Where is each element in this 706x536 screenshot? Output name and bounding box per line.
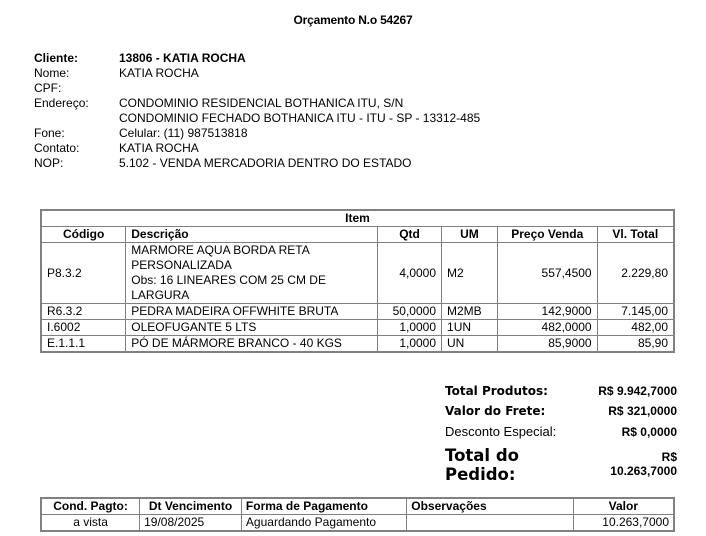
- descricao-line: PERSONALIZADA: [131, 258, 232, 272]
- name-row: [34, 66, 480, 81]
- cell-codigo: P8.3.2: [41, 243, 126, 304]
- cell-descricao: PÓ DE MÁRMORE BRANCO - 40 KGS: [126, 336, 378, 353]
- frete-label: Valor do Frete:: [445, 404, 546, 418]
- payment-row: [41, 515, 674, 532]
- client-value: 13806 - KATIA ROCHA: [119, 51, 246, 65]
- col-forma-pagamento: Forma de Pagamento: [241, 498, 406, 515]
- address-label: Endereço:: [34, 96, 89, 110]
- cpf-row: [34, 81, 480, 96]
- phone-row: [34, 126, 480, 141]
- name-label: Nome:: [34, 66, 70, 80]
- descricao-obs-line: LARGURA: [131, 288, 190, 302]
- items-table: [40, 209, 675, 353]
- frete-row: [445, 404, 677, 424]
- contact-label: Contato:: [34, 141, 80, 155]
- cell-preco: 482,0000: [497, 320, 597, 336]
- contact-row: [34, 141, 480, 156]
- totals-summary: [445, 384, 677, 484]
- desconto-value: R$ 0,0000: [621, 425, 677, 439]
- cell-vencimento: 19/08/2025: [140, 515, 242, 532]
- col-codigo: Código: [41, 227, 126, 243]
- cell-um: M2: [442, 243, 498, 304]
- cell-total: 7.145,00: [597, 304, 674, 320]
- address-line-1: CONDOMINIO RESIDENCIAL BOTHANICA ITU, S/N: [119, 96, 404, 110]
- cell-total: 2.229,80: [597, 243, 674, 304]
- total-pedido-label: Total do Pedido:: [445, 446, 519, 484]
- col-dt-vencimento: Dt Vencimento: [140, 498, 242, 515]
- cell-forma-pagamento: Aguardando Pagamento: [241, 515, 406, 532]
- col-total: Vl. Total: [597, 227, 674, 243]
- total-produtos-row: [445, 384, 677, 404]
- cell-total: 482,00: [597, 320, 674, 336]
- total-pedido-value: R$ 10.263,7000: [610, 450, 677, 478]
- total-produtos-label: Total Produtos:: [445, 384, 548, 398]
- contact-value: KATIA ROCHA: [119, 141, 199, 155]
- cell-cond-pagto: a vista: [41, 515, 140, 532]
- nop-value: 5.102 - VENDA MERCADORIA DENTRO DO ESTADO: [119, 156, 412, 170]
- cell-observacoes: [407, 515, 573, 532]
- desconto-row: [445, 424, 677, 444]
- client-info: [34, 51, 480, 171]
- payment-table: [40, 497, 675, 532]
- descricao-line: MARMORE AQUA BORDA RETA: [131, 243, 310, 257]
- table-row: [41, 336, 674, 353]
- col-cond-pagto: Cond. Pagto:: [41, 498, 140, 515]
- cell-qtd: 1,0000: [378, 336, 442, 353]
- cell-um: UN: [442, 336, 498, 353]
- cell-preco: 557,4500: [497, 243, 597, 304]
- cell-codigo: I.6002: [41, 320, 126, 336]
- address-row-2: [34, 111, 480, 126]
- cell-preco: 85,9000: [497, 336, 597, 353]
- name-value: KATIA ROCHA: [119, 66, 199, 80]
- cell-descricao: PEDRA MADEIRA OFFWHITE BRUTA: [126, 304, 378, 320]
- nop-row: [34, 156, 480, 171]
- cell-valor: 10.263,7000: [573, 515, 674, 532]
- table-row: [41, 304, 674, 320]
- address-label-2: [34, 111, 119, 126]
- cell-codigo: R6.3.2: [41, 304, 126, 320]
- col-qtd: Qtd: [378, 227, 442, 243]
- cell-qtd: 4,0000: [378, 243, 442, 304]
- table-row: [41, 243, 674, 304]
- cell-descricao: [126, 243, 378, 304]
- client-label: Cliente:: [34, 51, 79, 65]
- desconto-label: Desconto Especial:: [445, 424, 557, 439]
- cell-um: 1UN: [442, 320, 498, 336]
- cell-um: M2MB: [442, 304, 498, 320]
- col-preco: Preço Venda: [497, 227, 597, 243]
- cell-total: 85,90: [597, 336, 674, 353]
- cell-descricao: OLEOFUGANTE 5 LTS: [126, 320, 378, 336]
- cell-qtd: 50,0000: [378, 304, 442, 320]
- frete-value: R$ 321,0000: [608, 404, 677, 418]
- cpf-label: CPF:: [34, 81, 62, 95]
- total-pedido-row: [445, 446, 677, 484]
- items-group-header-row: [41, 210, 674, 227]
- descricao-obs-line: Obs: 16 LINEARES COM 25 CM DE: [131, 273, 326, 287]
- items-header-row: [41, 227, 674, 243]
- document-title: Orçamento N.o 54267: [293, 13, 413, 27]
- col-um: UM: [442, 227, 498, 243]
- nop-label: NOP:: [34, 156, 64, 170]
- client-row: [34, 51, 480, 66]
- col-descricao: Descrição: [126, 227, 378, 243]
- items-group-header: Item: [41, 210, 674, 227]
- cell-preco: 142,9000: [497, 304, 597, 320]
- table-row: [41, 320, 674, 336]
- address-row: [34, 96, 480, 111]
- col-observacoes: Observações: [407, 498, 573, 515]
- total-produtos-value: R$ 9.942,7000: [598, 384, 677, 398]
- address-line-2: CONDOMINIO FECHADO BOTHANICA ITU - ITU - SP - 13312-485: [119, 111, 481, 125]
- col-valor: Valor: [573, 498, 674, 515]
- cell-qtd: 1,0000: [378, 320, 442, 336]
- payment-header-row: [41, 498, 674, 515]
- cell-codigo: E.1.1.1: [41, 336, 126, 353]
- phone-value: Celular: (11) 987513818: [119, 126, 248, 140]
- phone-label: Fone:: [34, 126, 65, 140]
